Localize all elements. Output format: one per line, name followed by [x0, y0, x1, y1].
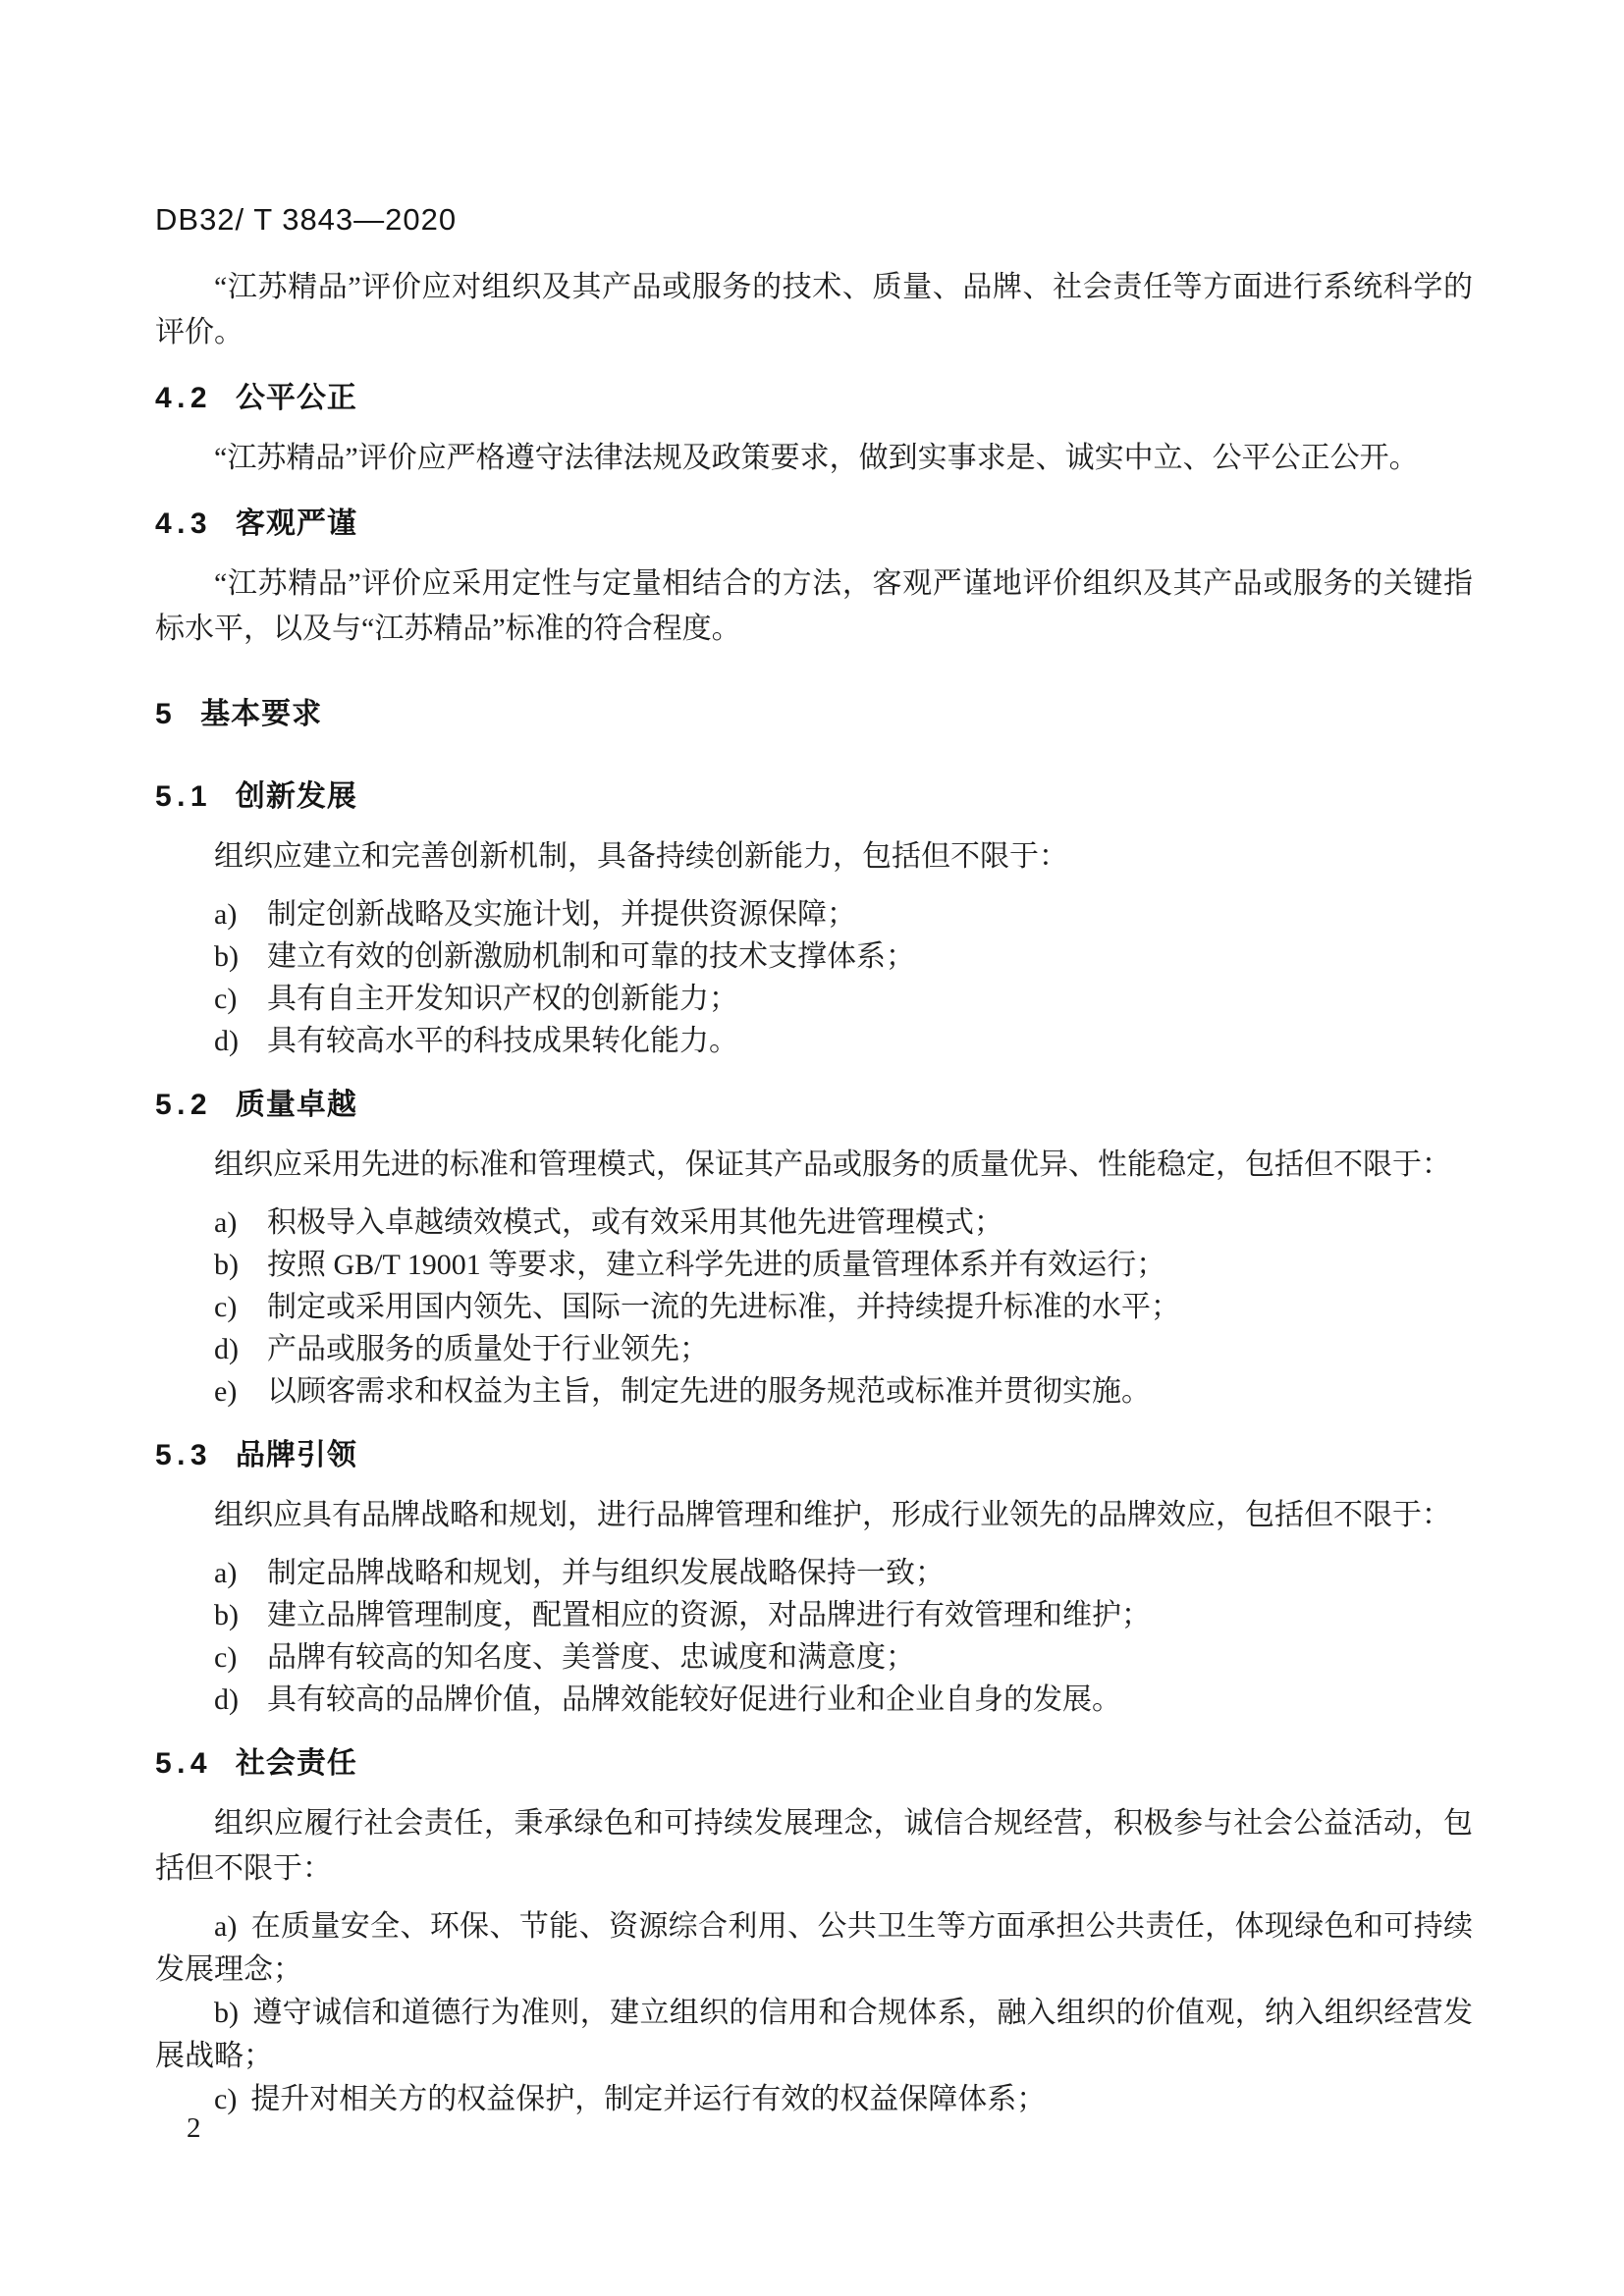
list-item-text: 建立品牌管理制度，配置相应的资源，对品牌进行有效管理和维护；: [267, 1599, 1151, 1631]
section-title: 品牌引领: [235, 1439, 357, 1471]
list-item: [155, 1552, 1473, 1594]
list-item: [155, 1286, 1473, 1328]
section-number: 4.3: [155, 507, 212, 540]
section-title: 公平公正: [235, 382, 357, 414]
section-heading-5-4: [155, 1744, 1473, 1784]
list-item-text: 提升对相关方的权益保护，制定并运行有效的权益保障体系；: [250, 2083, 1047, 2115]
section-heading-5-2: [155, 1086, 1473, 1125]
list-item-text: 产品或服务的质量处于行业领先；: [267, 1333, 709, 1365]
section-heading-4-3: [155, 505, 1473, 544]
list-item-marker: b): [214, 1599, 239, 1631]
intro-paragraph: “江苏精品”评价应对组织及其产品或服务的技术、质量、品牌、社会责任等方面进行系统科学的评价。: [155, 271, 1473, 348]
sub-item: [155, 1905, 1473, 1992]
list-item-text: 品牌有较高的知名度、美誉度、忠诚度和满意度；: [267, 1641, 915, 1674]
list-item: [155, 1370, 1473, 1413]
document-number-header: DB32/ T 3843—2020: [155, 202, 458, 237]
section-title: 基本要求: [200, 698, 323, 730]
list-item-text: 遵守诚信和道德行为准则，建立组织的信用和合规体系，融入组织的价值观，纳入组织经营发展战略；: [155, 1997, 1473, 2072]
list-item: [155, 1020, 1473, 1062]
list-item-text: 在质量安全、环保、节能、资源综合利用、公共卫生等方面承担公共责任，体现绿色和可持续发展理念；: [155, 1910, 1473, 1986]
list-item: [155, 1679, 1473, 1721]
list-item-text: 积极导入卓越绩效模式，或有效采用其他先进管理模式；: [267, 1206, 1003, 1239]
list-item-marker: d): [214, 1683, 239, 1716]
section-heading-5-3: [155, 1436, 1473, 1475]
section-number: 5.4: [155, 1747, 212, 1780]
list-item-text: 制定创新战略及实施计划，并提供资源保障；: [267, 898, 856, 931]
list-item-text: 具有较高水平的科技成果转化能力。: [267, 1025, 738, 1057]
section-4-3-paragraph: “江苏精品”评价应采用定性与定量相结合的方法，客观严谨地评价组织及其产品或服务的关键指标水平，以及与“江苏精品”标准的符合程度。: [155, 567, 1473, 645]
list-item-text: 具有较高的品牌价值，品牌效能较好促进行业和企业自身的发展。: [267, 1683, 1121, 1716]
list-item: [155, 935, 1473, 978]
list-item-marker: d): [214, 1025, 239, 1057]
section-number: 5.3: [155, 1439, 212, 1471]
list-item: [155, 1244, 1473, 1286]
list-item-marker: a): [214, 1910, 238, 1943]
list-item-text: 制定或采用国内领先、国际一流的先进标准，并持续提升标准的水平；: [267, 1291, 1180, 1323]
section-5-2-paragraph: 组织应采用先进的标准和管理模式，保证其产品或服务的质量优异、性能稳定，包括但不限于：: [214, 1148, 1451, 1181]
list-item-marker: c): [214, 983, 238, 1015]
section-5-3-paragraph: 组织应具有品牌战略和规划，进行品牌管理和维护，形成行业领先的品牌效应，包括但不限于：: [214, 1499, 1451, 1531]
list-item-text: 按照 GB/T 19001 等要求，建立科学先进的质量管理体系并有效运行；: [267, 1249, 1166, 1281]
list-item: [155, 1328, 1473, 1370]
list-item-marker: c): [214, 2083, 238, 2115]
section-heading-5-1: [155, 777, 1473, 817]
list-item-marker: c): [214, 1291, 238, 1323]
list-item-marker: b): [214, 940, 239, 973]
list-item-text: 以顾客需求和权益为主旨，制定先进的服务规范或标准并贯彻实施。: [267, 1375, 1151, 1408]
section-title: 创新发展: [235, 780, 357, 813]
page-content: [155, 265, 1473, 2121]
list-item-text: 建立有效的创新激励机制和可靠的技术支撑体系；: [267, 940, 915, 973]
sub-item: [155, 1992, 1473, 2078]
list-item-marker: b): [214, 1249, 239, 1281]
list-item-marker: a): [214, 898, 238, 931]
section-5-4-sublist: [155, 1905, 1473, 2121]
section-5-2-list: [155, 1201, 1473, 1413]
list-item-marker: c): [214, 1641, 238, 1674]
list-item: [155, 1594, 1473, 1636]
section-5-3-list: [155, 1552, 1473, 1721]
page-number: 2: [187, 2112, 201, 2144]
section-5-1-paragraph: 组织应建立和完善创新机制，具备持续创新能力，包括但不限于：: [214, 840, 1068, 873]
section-heading-5: [155, 695, 1473, 734]
sub-item: [155, 2078, 1473, 2121]
section-5-4-paragraph: 组织应履行社会责任，秉承绿色和可持续发展理念，诚信合规经营，积极参与社会公益活动，包括但不限于：: [155, 1807, 1473, 1885]
section-number: 4.2: [155, 382, 212, 414]
section-number: 5.2: [155, 1089, 212, 1121]
list-item-marker: d): [214, 1333, 239, 1365]
list-item-marker: a): [214, 1557, 238, 1589]
list-item: [155, 893, 1473, 935]
list-item-marker: a): [214, 1206, 238, 1239]
section-heading-4-2: [155, 379, 1473, 418]
list-item: [155, 1201, 1473, 1244]
section-number: 5: [155, 698, 178, 730]
section-title: 客观严谨: [235, 507, 357, 540]
list-item: [155, 978, 1473, 1020]
list-item-text: 具有自主开发知识产权的创新能力；: [267, 983, 738, 1015]
list-item-text: 制定品牌战略和规划，并与组织发展战略保持一致；: [267, 1557, 945, 1589]
section-title: 质量卓越: [235, 1089, 357, 1121]
section-5-1-list: [155, 893, 1473, 1062]
section-title: 社会责任: [235, 1747, 357, 1780]
section-number: 5.1: [155, 780, 212, 813]
list-item: [155, 1636, 1473, 1679]
section-4-2-paragraph: “江苏精品”评价应严格遵守法律法规及政策要求，做到实事求是、诚实中立、公平公正公开。: [214, 442, 1419, 474]
list-item-marker: b): [214, 1997, 239, 2029]
list-item-marker: e): [214, 1375, 238, 1408]
